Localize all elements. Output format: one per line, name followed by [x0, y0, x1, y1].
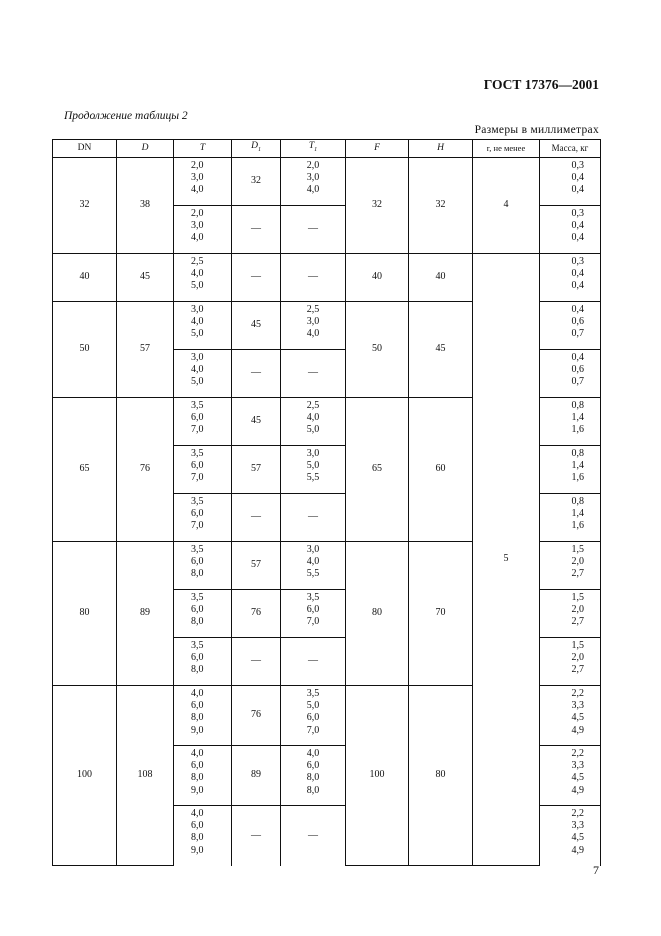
cell-t-line: 6,0 — [191, 760, 204, 772]
cell-t1-line: 2,0 — [306, 160, 320, 171]
cell-t-line: 3,5 — [191, 544, 204, 555]
cell-mass — [540, 254, 601, 302]
cell-t-line: 8,0 — [191, 832, 204, 844]
cell-mass-line: 2,7 — [571, 616, 584, 628]
cell-d1: 76 — [232, 686, 281, 746]
cell-t-line: 7,0 — [191, 520, 204, 532]
cell-t — [174, 302, 232, 350]
table-row — [53, 254, 601, 302]
cell-t-line: 5,0 — [191, 280, 204, 292]
cell-t-line: 3,5 — [191, 448, 204, 459]
cell-mass-line: 0,6 — [571, 364, 584, 376]
cell-t1: — — [281, 494, 346, 542]
cell-h: 40 — [409, 254, 473, 302]
cell-h: 70 — [409, 542, 473, 686]
cell-mass-line: 0,4 — [571, 172, 584, 184]
cell-t1-line: 8,0 — [306, 784, 320, 796]
col-dn: DN — [53, 140, 117, 158]
cell-mass-line: 0,4 — [571, 268, 584, 280]
cell-t-line: 6,0 — [191, 700, 204, 712]
cell-d1: 89 — [232, 746, 281, 806]
cell-t-line: 9,0 — [191, 784, 204, 796]
units-note: Размеры в миллиметрах — [474, 124, 599, 136]
cell-t-line: 6,0 — [191, 412, 204, 424]
cell-dn: 32 — [53, 158, 117, 254]
cell-t-line: 9,0 — [191, 724, 204, 736]
cell-mass — [540, 806, 601, 866]
cell-mass-line: 2,7 — [571, 664, 584, 676]
cell-mass — [540, 638, 601, 686]
cell-mass-line: 0,8 — [571, 448, 584, 459]
cell-t1-line: 7,0 — [306, 616, 320, 628]
cell-mass-line: 3,3 — [571, 760, 584, 772]
cell-d: 108 — [117, 686, 174, 866]
table-row — [53, 158, 601, 206]
cell-mass-line: 3,3 — [571, 820, 584, 832]
cell-mass — [540, 746, 601, 806]
col-t1-subscript: 1 — [314, 147, 318, 154]
cell-t1-line: 3,0 — [306, 544, 320, 555]
cell-mass-line: 0,3 — [571, 160, 584, 171]
cell-d: 38 — [117, 158, 174, 254]
cell-r: 4 — [473, 158, 540, 254]
cell-t-line: 4,0 — [191, 316, 204, 328]
cell-dn: 80 — [53, 542, 117, 686]
cell-mass-line: 4,5 — [571, 772, 584, 784]
cell-h: 80 — [409, 686, 473, 866]
cell-mass-line: 1,6 — [571, 472, 584, 484]
cell-mass-line: 2,2 — [571, 808, 584, 819]
cell-t1-line: 2,5 — [306, 400, 320, 411]
cell-d: 76 — [117, 398, 174, 542]
cell-t-line: 8,0 — [191, 712, 204, 724]
col-mass: Масса, кг — [540, 140, 601, 158]
cell-t1-line: 4,0 — [306, 412, 320, 424]
cell-t — [174, 494, 232, 542]
cell-mass-line: 1,5 — [571, 544, 584, 555]
cell-t1 — [281, 446, 346, 494]
cell-mass-line: 2,0 — [571, 556, 584, 568]
cell-t1-line: 5,5 — [306, 472, 320, 484]
cell-t1: — — [281, 638, 346, 686]
cell-dn: 50 — [53, 302, 117, 398]
cell-h: 60 — [409, 398, 473, 542]
cell-mass-line: 2,7 — [571, 568, 584, 580]
cell-t1: — — [281, 206, 346, 254]
cell-t1-line: 6,0 — [306, 604, 320, 616]
cell-d1: — — [232, 350, 281, 398]
cell-t-line: 3,0 — [191, 172, 204, 184]
cell-t — [174, 746, 232, 806]
cell-t-line: 3,5 — [191, 640, 204, 651]
cell-t-line: 8,0 — [191, 568, 204, 580]
cell-t — [174, 590, 232, 638]
cell-t1-line: 4,0 — [306, 556, 320, 568]
cell-t1 — [281, 158, 346, 206]
cell-t-line: 3,5 — [191, 400, 204, 411]
col-d: D — [117, 140, 174, 158]
cell-mass-line: 1,6 — [571, 520, 584, 532]
cell-d1: — — [232, 206, 281, 254]
col-h: H — [409, 140, 473, 158]
col-d1-subscript: 1 — [257, 147, 261, 154]
cell-d1: 45 — [232, 302, 281, 350]
col-d1 — [232, 140, 281, 158]
cell-t1: — — [281, 350, 346, 398]
cell-t — [174, 206, 232, 254]
cell-mass-line: 0,8 — [571, 400, 584, 411]
cell-f: 50 — [346, 302, 409, 398]
cell-t1-line: 6,0 — [306, 760, 320, 772]
cell-mass — [540, 494, 601, 542]
cell-t1-line: 7,0 — [306, 724, 320, 736]
cell-mass-line: 0,4 — [571, 232, 584, 244]
cell-t-line: 3,5 — [191, 592, 204, 603]
cell-d1: — — [232, 254, 281, 302]
cell-mass-line: 4,9 — [571, 784, 584, 796]
table-caption: Продолжение таблицы 2 — [64, 110, 188, 122]
cell-t1 — [281, 686, 346, 746]
cell-t-line: 3,0 — [191, 220, 204, 232]
cell-d: 57 — [117, 302, 174, 398]
cell-d1: 57 — [232, 446, 281, 494]
cell-t-line: 2,0 — [191, 160, 204, 171]
page-number: 7 — [593, 863, 599, 877]
cell-f: 32 — [346, 158, 409, 254]
cell-d1: 57 — [232, 542, 281, 590]
cell-t1-line: 2,5 — [306, 304, 320, 315]
cell-d1: 45 — [232, 398, 281, 446]
cell-mass-line: 0,4 — [571, 304, 584, 315]
cell-t1 — [281, 746, 346, 806]
cell-d1: — — [232, 806, 281, 866]
cell-t-line: 8,0 — [191, 616, 204, 628]
cell-mass-line: 2,0 — [571, 604, 584, 616]
cell-d1: — — [232, 494, 281, 542]
cell-mass-line: 0,8 — [571, 496, 584, 507]
cell-t — [174, 350, 232, 398]
col-f: F — [346, 140, 409, 158]
cell-t-line: 6,0 — [191, 556, 204, 568]
cell-t-line: 2,0 — [191, 208, 204, 219]
cell-mass-line: 2,2 — [571, 688, 584, 699]
cell-d1: 32 — [232, 158, 281, 206]
cell-d: 89 — [117, 542, 174, 686]
cell-t-line: 4,0 — [191, 364, 204, 376]
col-r: r, не менее — [473, 140, 540, 158]
cell-t-line: 6,0 — [191, 652, 204, 664]
cell-h: 45 — [409, 302, 473, 398]
cell-mass — [540, 206, 601, 254]
cell-t-line: 3,0 — [191, 352, 204, 363]
cell-mass-line: 3,3 — [571, 700, 584, 712]
cell-mass — [540, 590, 601, 638]
cell-t1-line: 5,0 — [306, 424, 320, 436]
cell-t-line: 3,0 — [191, 304, 204, 315]
cell-f: 65 — [346, 398, 409, 542]
cell-mass-line: 0,3 — [571, 208, 584, 219]
cell-t-line: 4,0 — [191, 184, 204, 196]
cell-t1-line: 3,0 — [306, 172, 320, 184]
cell-t1: — — [281, 254, 346, 302]
col-t1-label: T — [308, 141, 315, 152]
cell-f: 100 — [346, 686, 409, 866]
cell-t — [174, 542, 232, 590]
cell-t-line: 5,0 — [191, 328, 204, 340]
cell-mass-line: 0,3 — [571, 256, 584, 267]
cell-t1 — [281, 398, 346, 446]
cell-t-line: 7,0 — [191, 472, 204, 484]
cell-t — [174, 686, 232, 746]
cell-d: 45 — [117, 254, 174, 302]
cell-t1-line: 3,5 — [306, 592, 320, 603]
col-t: T — [174, 140, 232, 158]
cell-t1-line: 4,0 — [306, 328, 320, 340]
cell-t-line: 5,0 — [191, 376, 204, 388]
cell-mass-line: 0,4 — [571, 280, 584, 292]
cell-t-line: 2,5 — [191, 256, 204, 267]
cell-t — [174, 254, 232, 302]
cell-t1-line: 3,0 — [306, 448, 320, 459]
standard-header: ГОСТ 17376—2001 — [483, 77, 599, 92]
cell-d1: 76 — [232, 590, 281, 638]
cell-mass-line: 1,5 — [571, 640, 584, 651]
cell-t-line: 8,0 — [191, 772, 204, 784]
cell-mass-line: 4,9 — [571, 844, 584, 856]
cell-mass-line: 1,4 — [571, 412, 584, 424]
cell-mass-line: 2,0 — [571, 652, 584, 664]
cell-t-line: 7,0 — [191, 424, 204, 436]
cell-d1: — — [232, 638, 281, 686]
cell-t-line: 6,0 — [191, 460, 204, 472]
cell-f: 40 — [346, 254, 409, 302]
dimensions-table — [52, 139, 601, 866]
cell-t1-line: 5,5 — [306, 568, 320, 580]
col-t1 — [281, 140, 346, 158]
cell-t1-line: 5,0 — [306, 460, 320, 472]
cell-r: 5 — [473, 254, 540, 866]
cell-t1-line: 5,0 — [306, 700, 320, 712]
cell-t-line: 4,0 — [191, 688, 204, 699]
cell-mass-line: 4,5 — [571, 712, 584, 724]
cell-dn: 100 — [53, 686, 117, 866]
col-d1-label: D — [251, 141, 258, 152]
cell-t-line: 6,0 — [191, 604, 204, 616]
cell-t1-line: 6,0 — [306, 712, 320, 724]
cell-t1-line: 4,0 — [306, 184, 320, 196]
cell-t — [174, 398, 232, 446]
cell-t-line: 9,0 — [191, 844, 204, 856]
cell-mass — [540, 398, 601, 446]
cell-mass-line: 4,5 — [571, 832, 584, 844]
cell-mass — [540, 158, 601, 206]
cell-mass — [540, 686, 601, 746]
cell-mass-line: 0,4 — [571, 220, 584, 232]
cell-h: 32 — [409, 158, 473, 254]
cell-t1-line: 3,5 — [306, 688, 320, 699]
cell-t1: — — [281, 806, 346, 866]
cell-mass — [540, 446, 601, 494]
cell-dn: 65 — [53, 398, 117, 542]
cell-t — [174, 806, 232, 866]
cell-mass-line: 2,2 — [571, 748, 584, 759]
cell-mass — [540, 350, 601, 398]
cell-mass — [540, 542, 601, 590]
cell-t-line: 6,0 — [191, 820, 204, 832]
cell-mass — [540, 302, 601, 350]
cell-t — [174, 158, 232, 206]
cell-t-line: 4,0 — [191, 808, 204, 819]
table-header-row — [53, 140, 601, 158]
cell-mass-line: 1,4 — [571, 460, 584, 472]
cell-mass-line: 4,9 — [571, 724, 584, 736]
cell-mass-line: 1,4 — [571, 508, 584, 520]
cell-t1 — [281, 302, 346, 350]
cell-mass-line: 0,4 — [571, 352, 584, 363]
cell-dn: 40 — [53, 254, 117, 302]
cell-t-line: 6,0 — [191, 508, 204, 520]
cell-t1-line: 4,0 — [306, 748, 320, 759]
cell-t1 — [281, 542, 346, 590]
cell-t-line: 4,0 — [191, 748, 204, 759]
cell-mass-line: 1,5 — [571, 592, 584, 603]
cell-mass-line: 1,6 — [571, 424, 584, 436]
cell-t1 — [281, 590, 346, 638]
cell-mass-line: 0,6 — [571, 316, 584, 328]
cell-t1-line: 3,0 — [306, 316, 320, 328]
cell-t-line: 3,5 — [191, 496, 204, 507]
cell-t-line: 4,0 — [191, 268, 204, 280]
cell-t — [174, 638, 232, 686]
cell-mass-line: 0,4 — [571, 184, 584, 196]
cell-f: 80 — [346, 542, 409, 686]
cell-t1-line: 8,0 — [306, 772, 320, 784]
cell-mass-line: 0,7 — [571, 376, 584, 388]
cell-mass-line: 0,7 — [571, 328, 584, 340]
cell-t-line: 4,0 — [191, 232, 204, 244]
cell-t — [174, 446, 232, 494]
cell-t-line: 8,0 — [191, 664, 204, 676]
